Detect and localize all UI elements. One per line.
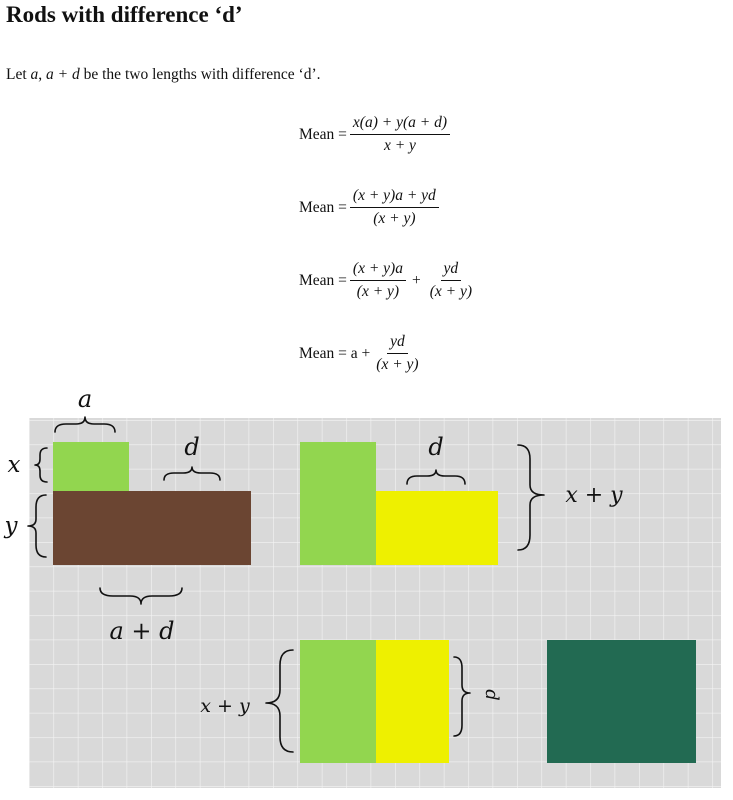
label-d-right: d	[428, 433, 444, 461]
green-rod-x	[53, 442, 129, 491]
denominator: (x + y)	[429, 283, 473, 300]
intro-sep: ,	[38, 66, 47, 83]
numerator: yd	[441, 260, 462, 281]
label-xpy-right: x + y	[565, 483, 623, 508]
page-title: Rods with difference ‘d’	[6, 2, 243, 27]
yellow-block-top-right	[376, 491, 498, 565]
yellow-block-bottom	[376, 640, 449, 763]
equation-2	[299, 187, 442, 228]
label-a: a	[77, 385, 93, 413]
brown-rod-y	[53, 491, 251, 565]
numerator: yd	[387, 333, 408, 354]
label-d-rotated: d	[481, 689, 502, 701]
numerator: x(a) + y(a + d)	[350, 114, 450, 135]
equation-4	[299, 333, 425, 374]
teal-block	[547, 640, 696, 763]
denominator: (x + y)	[373, 210, 416, 227]
label-xpy-bottom: x + y	[200, 695, 250, 717]
label-x: x	[7, 452, 21, 478]
plus-sign: +	[411, 271, 421, 289]
green-block-bottom	[300, 640, 376, 763]
numerator: (x + y)a + yd	[350, 187, 439, 208]
numerator: (x + y)a	[350, 260, 406, 281]
fraction	[427, 260, 475, 301]
label-y: y	[4, 513, 18, 539]
denominator: (x + y)	[376, 356, 419, 373]
mean-label: Mean =	[299, 271, 347, 289]
mean-label: Mean =	[299, 125, 347, 143]
label-apd: a + d	[109, 617, 175, 645]
fraction	[350, 114, 450, 155]
intro-lead: Let	[6, 66, 31, 83]
denominator: (x + y)	[356, 283, 400, 300]
rods-figure	[0, 385, 733, 800]
fraction	[350, 260, 406, 301]
intro-var-a: a	[30, 66, 39, 83]
denominator: x + y	[383, 137, 416, 154]
intro-sentence	[6, 66, 321, 84]
intro-tail: be the two lengths with difference ‘d’.	[79, 66, 321, 83]
fraction	[373, 333, 421, 374]
intro-var-apd: a + d	[46, 66, 80, 83]
fraction	[350, 187, 439, 228]
mean-lead: Mean = a +	[299, 344, 371, 362]
green-block-top-right	[300, 442, 376, 565]
label-d-left: d	[184, 433, 200, 461]
equation-1	[299, 114, 453, 155]
mean-label: Mean =	[299, 198, 347, 216]
equation-3	[299, 260, 478, 301]
